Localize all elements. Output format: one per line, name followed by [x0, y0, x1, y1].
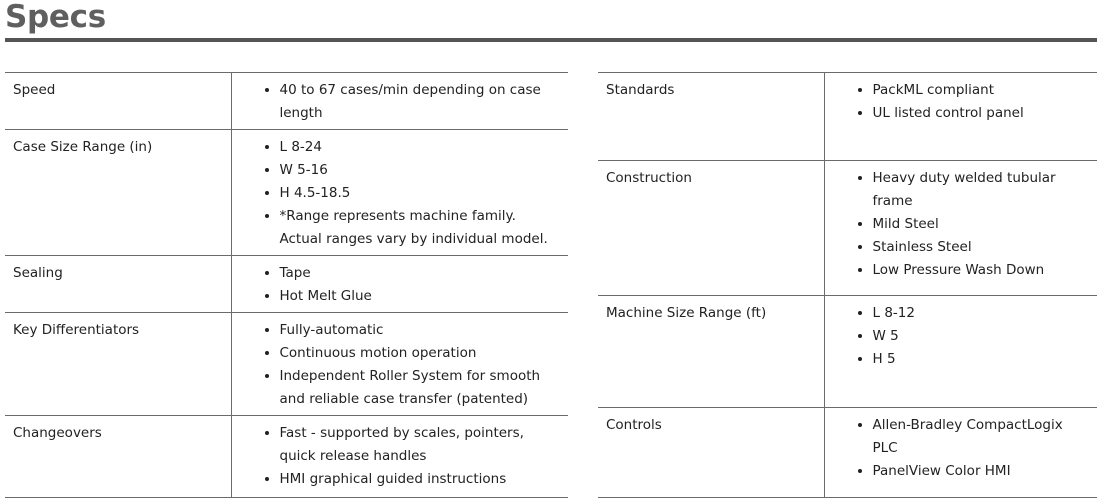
spec-value: • Mild Steel: [873, 213, 1090, 236]
spec-label: Key Differentiators: [5, 313, 231, 416]
spec-label: Construction: [598, 161, 824, 296]
spec-value: • PanelView Color HMI: [873, 460, 1090, 483]
spec-values: [231, 73, 568, 130]
spec-label: Sealing: [5, 256, 231, 313]
spec-value: • Independent Roller System for smooth and reliable case transfer (patented): [280, 365, 561, 411]
spec-values: [231, 416, 568, 498]
spec-value: • Allen-Bradley CompactLogix PLC: [873, 414, 1090, 460]
spec-value: • W 5: [873, 325, 1090, 348]
spec-label: Standards: [598, 73, 824, 161]
spec-value: • Fully-automatic: [280, 319, 561, 342]
title-divider: [5, 38, 1097, 42]
spec-row: [5, 416, 568, 498]
spec-value: • Continuous motion operation: [280, 342, 561, 365]
spec-label: Changeovers: [5, 416, 231, 498]
spec-row: [5, 313, 568, 416]
spec-row: [5, 256, 568, 313]
spec-row: [598, 296, 1097, 408]
spec-value: • HMI graphical guided instructions: [280, 468, 561, 491]
spec-label: Speed: [5, 73, 231, 130]
page-title: Specs: [5, 0, 106, 35]
spec-label: Machine Size Range (ft): [598, 296, 824, 408]
spec-value: • 40 to 67 cases/min depending on case length: [280, 79, 561, 125]
spec-values: [824, 296, 1097, 408]
spec-label: Case Size Range (in): [5, 130, 231, 256]
spec-value: • L 8-24: [280, 136, 561, 159]
spec-values: [824, 408, 1097, 498]
spec-value: • H 4.5-18.5: [280, 182, 561, 205]
spec-row: [5, 73, 568, 130]
spec-row: [598, 408, 1097, 498]
spec-value: • Stainless Steel: [873, 236, 1090, 259]
spec-value: • L 8-12: [873, 302, 1090, 325]
spec-value: • Low Pressure Wash Down: [873, 259, 1090, 282]
spec-values: [231, 313, 568, 416]
spec-value: • Tape: [280, 262, 561, 285]
spec-values: [824, 161, 1097, 296]
spec-value: • H 5: [873, 348, 1090, 371]
spec-values: [231, 130, 568, 256]
spec-value: • *Range represents machine family. Actual ranges vary by individual model.: [280, 205, 561, 251]
specs-table-left: [5, 72, 568, 498]
spec-value: • Hot Melt Glue: [280, 285, 561, 308]
specs-table-right: [598, 72, 1097, 498]
spec-value: • UL listed control panel: [873, 102, 1090, 125]
spec-values: [231, 256, 568, 313]
spec-value: • W 5-16: [280, 159, 561, 182]
spec-row: [598, 73, 1097, 161]
spec-value: • Fast - supported by scales, pointers, quick release handles: [280, 422, 561, 468]
spec-row: [5, 130, 568, 256]
spec-label: Controls: [598, 408, 824, 498]
spec-value: • PackML compliant: [873, 79, 1090, 102]
spec-values: [824, 73, 1097, 161]
spec-value: • Heavy duty welded tubular frame: [873, 167, 1090, 213]
spec-row: [598, 161, 1097, 296]
